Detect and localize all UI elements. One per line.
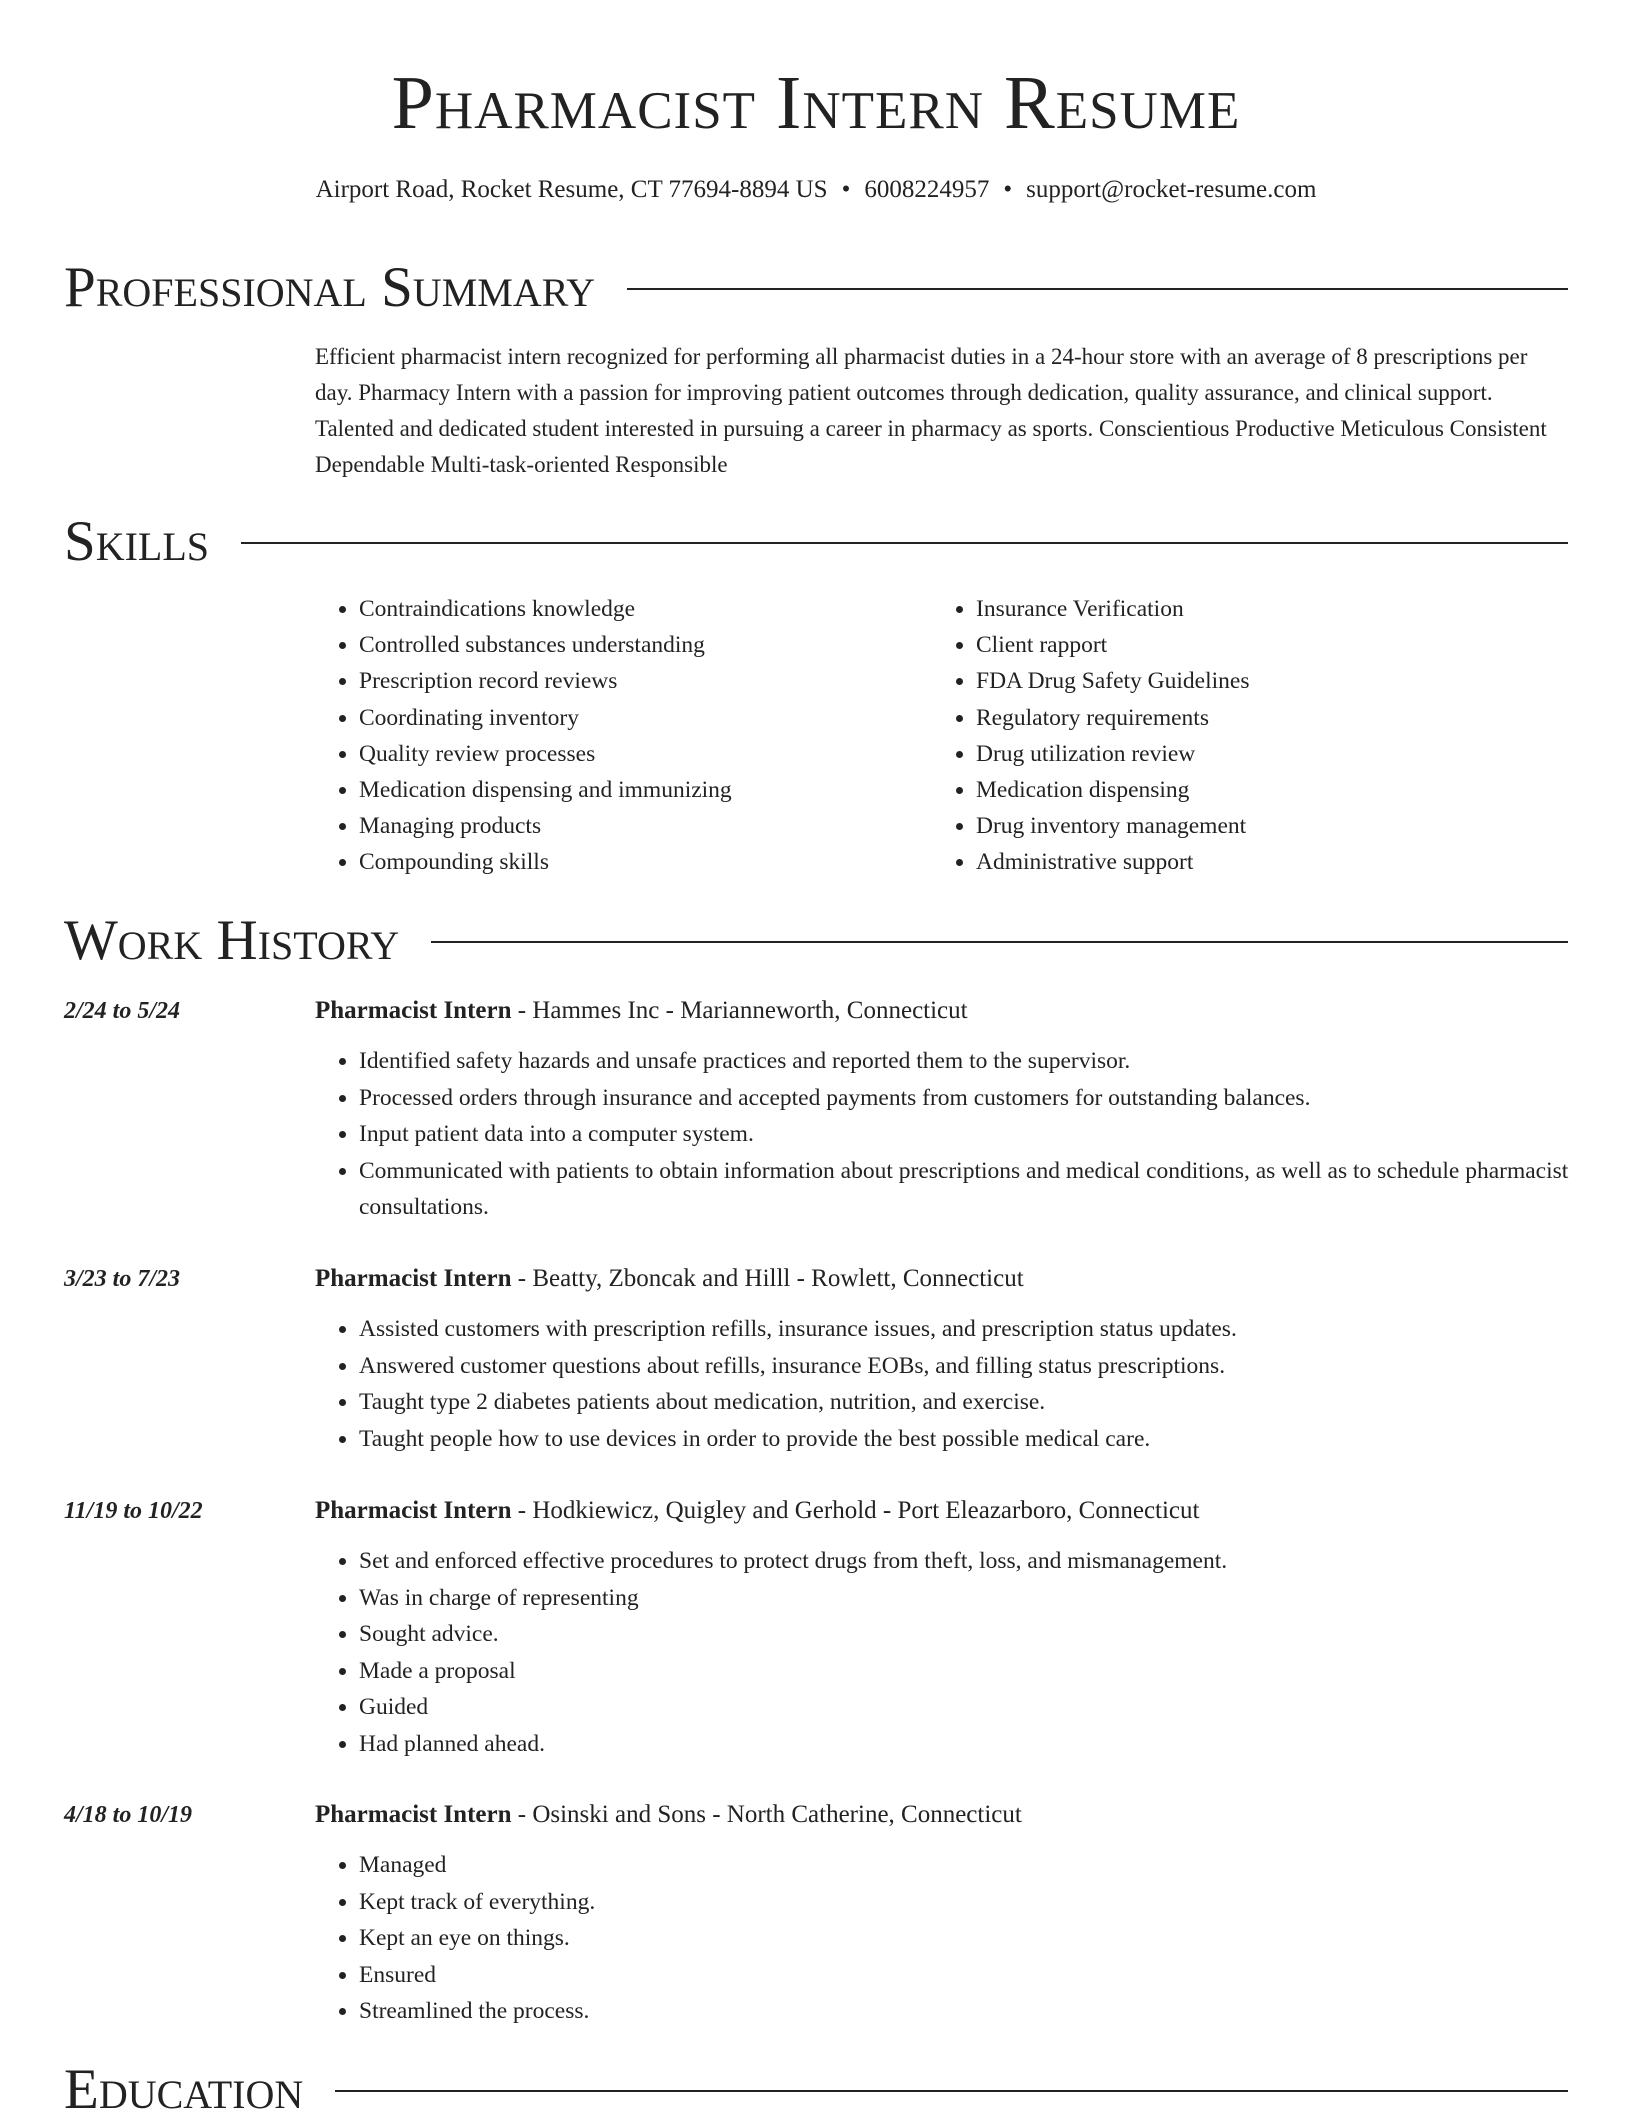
skill-item: • Quality review processes: [359, 736, 932, 772]
skill-item: • FDA Drug Safety Guidelines: [976, 663, 1250, 699]
contact-email: support@rocket-resume.com: [1026, 176, 1317, 203]
skills-column-right: [932, 591, 1250, 881]
job-duties: [315, 1311, 1614, 1457]
skill-item: • Insurance Verification: [976, 591, 1250, 627]
job-duty: • Assisted customers with prescription refills, insurance issues, and prescription status updates.: [359, 1311, 1614, 1348]
job-dates: 4/18 to 10/19: [64, 1802, 193, 1828]
job-heading: [315, 1797, 1570, 1833]
skill-item: • Coordinating inventory: [359, 700, 932, 736]
skill-item: • Managing products: [359, 808, 932, 844]
job-duty: • Kept an eye on things.: [359, 1920, 1614, 1957]
section-divider: [431, 941, 1568, 943]
resume-title: Pharmacist Intern Resume: [391, 61, 1241, 145]
job-role: Pharmacist Intern: [315, 1497, 512, 1524]
job-employer: - Beatty, Zboncak and Hilll - Rowlett, Connecticut: [511, 1265, 1024, 1292]
section-header-skills: [64, 510, 1568, 574]
job-duty: • Made a proposal: [359, 1653, 1614, 1690]
job-dates: 3/23 to 7/23: [64, 1266, 181, 1292]
contact-separator: •: [841, 176, 851, 203]
summary-text: Efficient pharmacist intern recognized for performing all pharmacist duties in a 24-hour store with an average of 8 prescriptions per day. Pharmacy Intern with a passion for improving patient outcomes through dedication, quality assurance, and clinical support. Talented and dedicated student interested in pursuing a career in pharmacy as sports. Conscientious Productive Meticulous Consistent Dependable Multi-task-oriented Responsible: [315, 344, 1547, 477]
job-duty: • Input patient data into a computer system.: [359, 1116, 1614, 1153]
job-heading: [315, 993, 1570, 1029]
job-duty: • Had planned ahead.: [359, 1726, 1614, 1763]
skill-item: • Medication dispensing and immunizing: [359, 772, 932, 808]
job-duty: • Guided: [359, 1689, 1614, 1726]
section-title-skills: Skills: [64, 510, 210, 573]
skill-item: • Medication dispensing: [976, 772, 1250, 808]
section-divider: [241, 542, 1568, 544]
skill-item: • Drug utilization review: [976, 736, 1250, 772]
section-title-summary: Professional Summary: [64, 256, 596, 319]
job-employer: - Hodkiewicz, Quigley and Gerhold - Port Eleazarboro, Connecticut: [511, 1497, 1200, 1524]
job-role: Pharmacist Intern: [315, 997, 512, 1024]
skill-item: • Prescription record reviews: [359, 663, 932, 699]
job-duty: • Taught type 2 diabetes patients about medication, nutrition, and exercise.: [359, 1384, 1614, 1421]
job-duties: [315, 1043, 1614, 1226]
skill-item: • Contraindications knowledge: [359, 591, 932, 627]
job-duty: • Streamlined the process.: [359, 1993, 1614, 2030]
contact-line: [0, 172, 1632, 208]
skill-item: • Administrative support: [976, 844, 1250, 880]
job-duties: [315, 1847, 1614, 2030]
skill-item: • Controlled substances understanding: [359, 627, 932, 663]
contact-separator: •: [1003, 176, 1013, 203]
section-divider: [335, 2090, 1568, 2092]
job-duty: • Kept track of everything.: [359, 1884, 1614, 1921]
job-duty: • Taught people how to use devices in order to provide the best possible medical care.: [359, 1421, 1614, 1458]
section-title-work-history: Work History: [64, 909, 400, 972]
job-employer: - Hammes Inc - Marianneworth, Connecticut: [511, 997, 968, 1024]
skill-item: • Drug inventory management: [976, 808, 1250, 844]
section-header-summary: [64, 256, 1568, 320]
job-heading: [315, 1261, 1570, 1297]
job-role: Pharmacist Intern: [315, 1265, 512, 1292]
job-duty: • Ensured: [359, 1957, 1614, 1994]
job-duty: • Identified safety hazards and unsafe practices and reported them to the supervisor.: [359, 1043, 1614, 1080]
job-dates: 11/19 to 10/22: [64, 1498, 203, 1524]
job-employer: - Osinski and Sons - North Catherine, Connecticut: [511, 1801, 1022, 1828]
job-role: Pharmacist Intern: [315, 1801, 512, 1828]
skill-item: • Compounding skills: [359, 844, 932, 880]
job-duty: • Set and enforced effective procedures to protect drugs from theft, loss, and mismanagement.: [359, 1543, 1614, 1580]
section-header-education: [64, 2058, 1568, 2122]
job-duties: [315, 1543, 1614, 1762]
skill-item: • Client rapport: [976, 627, 1250, 663]
job-heading: [315, 1493, 1570, 1529]
job-duty: • Was in charge of representing: [359, 1580, 1614, 1617]
skills-column-left: [315, 591, 932, 881]
job-dates: 2/24 to 5/24: [64, 998, 181, 1024]
skill-item: • Regulatory requirements: [976, 700, 1250, 736]
job-duty: • Managed: [359, 1847, 1614, 1884]
job-duty: • Sought advice.: [359, 1616, 1614, 1653]
section-title-education: Education: [64, 2058, 304, 2121]
section-divider: [627, 288, 1568, 290]
contact-address: Airport Road, Rocket Resume, CT 77694-8894 US: [315, 176, 828, 203]
job-duty: • Communicated with patients to obtain information about prescriptions and medical conditions, as well as to schedule pharmacist consultations.: [359, 1153, 1614, 1226]
section-header-work-history: [64, 909, 1568, 973]
job-duty: • Answered customer questions about refills, insurance EOBs, and filling status prescriptions.: [359, 1348, 1614, 1385]
skills-list: [315, 591, 1570, 881]
job-duty: • Processed orders through insurance and accepted payments from customers for outstanding balances.: [359, 1080, 1614, 1117]
contact-phone: 6008224957: [864, 176, 990, 203]
